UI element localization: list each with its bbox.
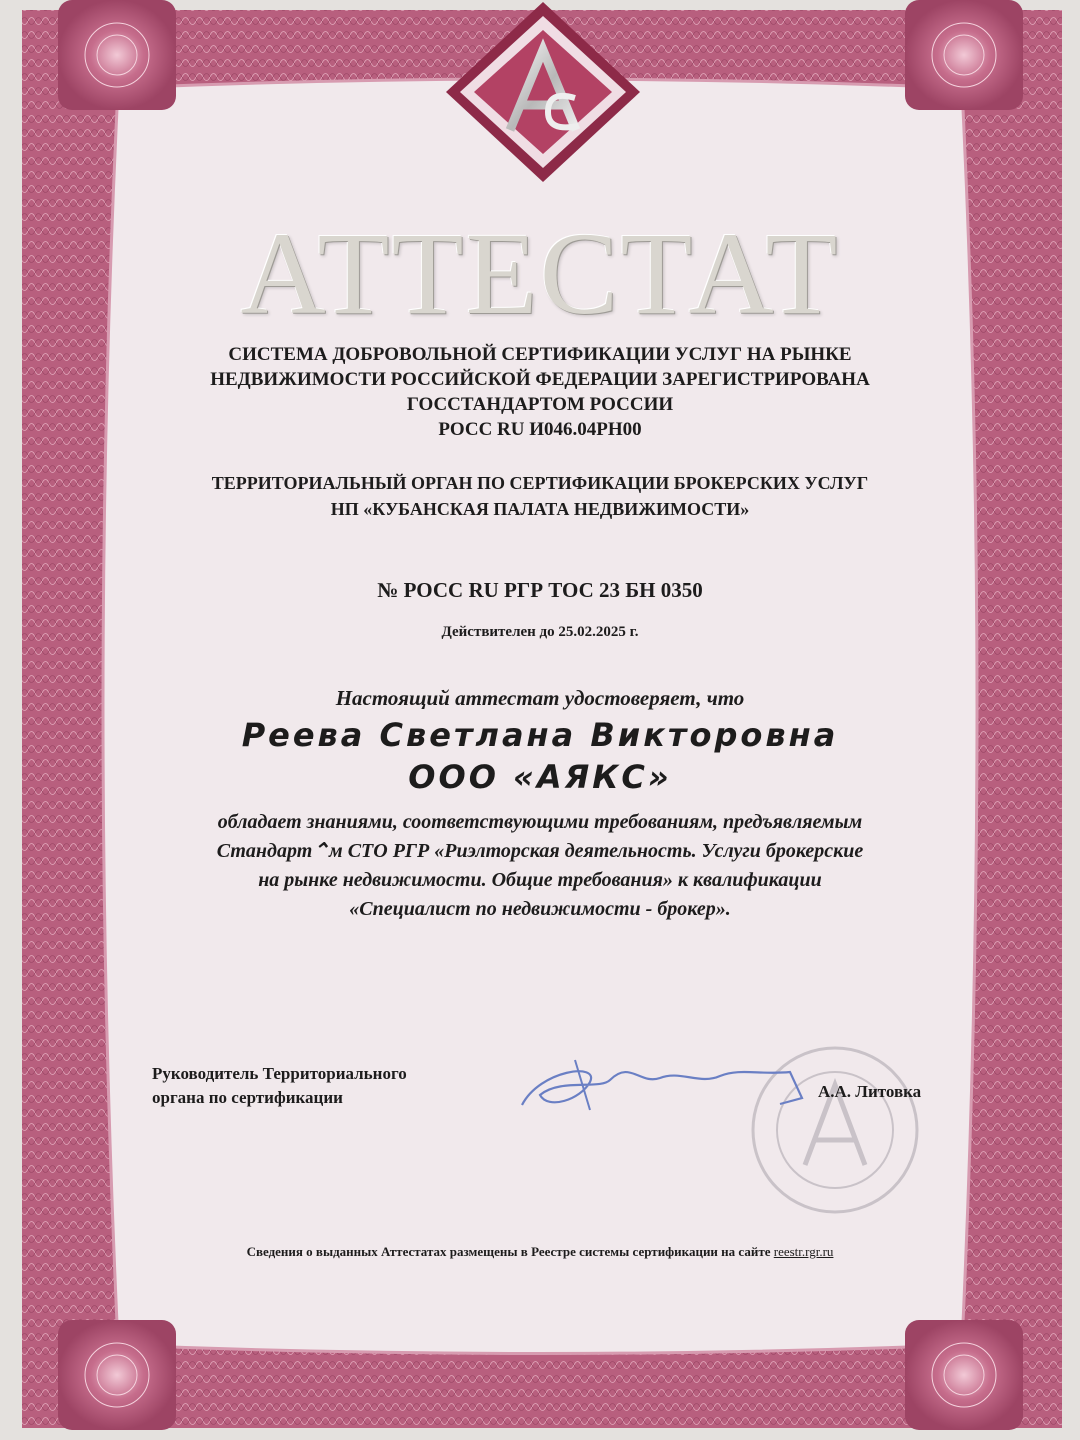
- qualification-line: обладает знаниями, соответствующими требованиям, предъявляемым: [217, 811, 863, 833]
- certification-system-block: [100, 342, 980, 442]
- organ-line: НП «КУБАНСКАЯ ПАЛАТА НЕДВИЖИМОСТИ»: [330, 499, 750, 519]
- footer-text: Сведения о выданных Аттестатах размещены в Реестре системы сертификации на сайте: [246, 1244, 771, 1259]
- qualification-line: Стандарт⌃м СТО РГР «Риэлторская деятельность. Услуги брокерские: [216, 840, 864, 862]
- qualification-line: на рынке недвижимости. Общие требования» к квалификации: [258, 869, 822, 891]
- signer-role: [152, 1062, 512, 1110]
- holder-organization: ООО «АЯКС»: [408, 758, 672, 796]
- certificate-number: № РОСС RU РГР ТОС 23 БН 0350: [377, 578, 703, 602]
- certification-organ-block: [100, 470, 980, 522]
- system-line: НЕДВИЖИМОСТИ РОССИЙСКОЙ ФЕДЕРАЦИИ ЗАРЕГИСТРИРОВАНА: [210, 369, 870, 390]
- system-line: СИСТЕМА ДОБРОВОЛЬНОЙ СЕРТИФИКАЦИИ УСЛУГ НА РЫНКЕ: [228, 344, 852, 365]
- registry-footer: [100, 1244, 980, 1260]
- organ-line: ТЕРРИТОРИАЛЬНЫЙ ОРГАН ПО СЕРТИФИКАЦИИ БРОКЕРСКИХ УСЛУГ: [211, 473, 869, 493]
- signer-role-line: органа по сертификации: [152, 1088, 343, 1107]
- certificate-title: АТТЕСТАТ: [240, 208, 840, 339]
- system-registration-number: РОСС RU И046.04РН00: [438, 419, 642, 440]
- signer-role-line: Руководитель Территориального: [152, 1064, 407, 1083]
- certifies-text: Настоящий аттестат удостоверяет, что: [335, 686, 745, 710]
- validity-date: Действителен до 25.02.2025 г.: [441, 624, 639, 640]
- qualification-block: [100, 808, 980, 924]
- holder-name: Реева Светлана Викторовна: [241, 716, 839, 754]
- system-line: ГОССТАНДАРТОМ РОССИИ: [406, 394, 674, 415]
- qualification-line: «Специалист по недвижимости - брокер».: [349, 898, 731, 920]
- registry-site-link[interactable]: reestr.rgr.ru: [773, 1244, 834, 1259]
- signer-name: А.А. Литовка: [818, 1082, 922, 1101]
